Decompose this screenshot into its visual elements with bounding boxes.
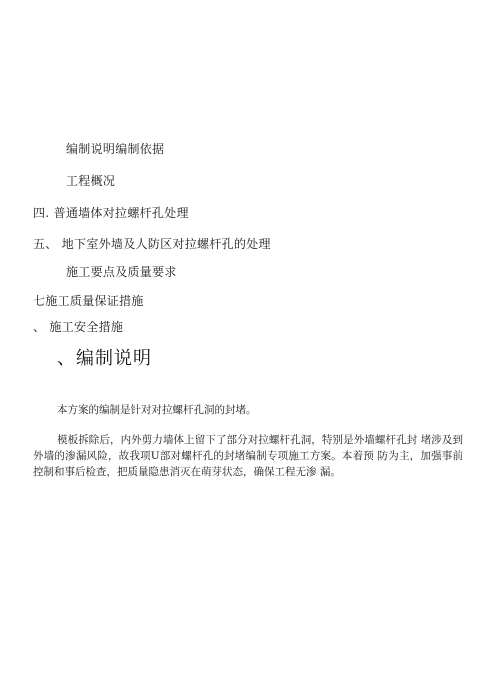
toc-item-key-points: 施工要点及质量要求 bbox=[66, 265, 177, 279]
section-heading: 、编制说明 bbox=[57, 348, 152, 369]
toc-item-safety-measures: 、 施工安全措施 bbox=[33, 320, 124, 334]
toc-item-project-overview: 工程概况 bbox=[66, 174, 116, 188]
body-paragraph-2: 模板拆除后，内外剪力墙体上留下了部分对拉螺杆孔洞，特别是外墙螺杆孔封 堵涉及到外墙的渗漏风险，故我项U部对螺杆孔的封堵编制专项施工方案。本着预 防为主，加强事前控制和事后检查，把质量隐患消灭在萌芽状态，确保工程无渗 漏。 bbox=[33, 434, 463, 478]
toc-item-preparation-basis: 编制说明编制依据 bbox=[66, 142, 165, 156]
body-paragraph-1: 本方案的编制是针对对拉螺杆孔洞的封堵。 bbox=[57, 404, 257, 416]
toc-item-section-four: 四. 普通墙体对拉螺杆孔处理 bbox=[33, 206, 189, 220]
toc-item-section-five: 五、 地下室外墙及人防区对拉螺杆孔的处理 bbox=[33, 237, 271, 251]
toc-item-section-seven: 七施工质量保证措施 bbox=[33, 294, 144, 308]
